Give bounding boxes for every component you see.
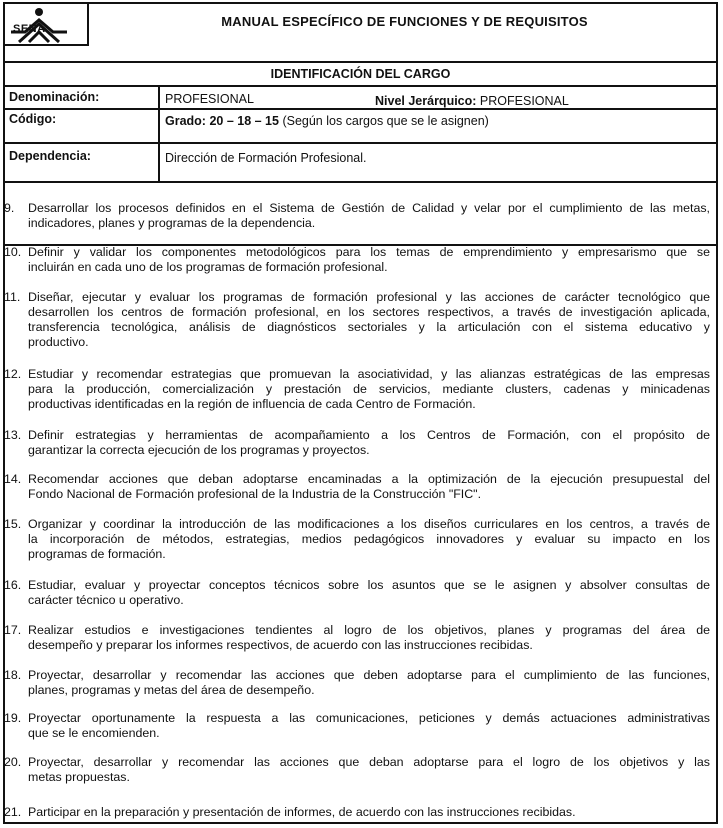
function-first-line [4,201,710,216]
function-first-line [4,668,710,683]
function-number: 9. [4,201,15,215]
function-number: 18. [4,668,22,682]
function-number: 10. [4,245,22,259]
function-text: Proyectar, desarrollar y recomendar las acciones que deban adoptarse para el logro de los objetivos y las [28,755,710,769]
function-text: incluirán en cada uno de los programas de formación profesional. [28,260,388,274]
dependencia-value: Dirección de Formación Profesional. [165,151,367,165]
divider [5,44,89,46]
function-item [4,711,710,741]
divider [5,142,716,144]
codigo-label: Código: [9,112,57,126]
function-number: 16. [4,578,22,592]
function-first-line [4,578,710,593]
function-first-line [4,428,710,443]
function-text: Participar en la preparación y presentación de informes, de acuerdo con las instrucciones recibidas. [28,805,576,819]
function-text: Estudiar y recomendar estrategias que promuevan la asociatividad, y las alianzas estratégicas de las empresas [28,367,710,381]
function-text: Desarrollar los procesos definidos en el Sistema de Gestión de Calidad y velar por el cumplimiento de las metas, [28,201,710,215]
function-item [4,578,710,608]
function-first-line [4,755,710,770]
grado-field [165,114,489,128]
grado-label: Grado: 20 – 18 – 15 [165,114,279,128]
section-subtitle: IDENTIFICACIÓN DEL CARGO [270,67,451,81]
function-text: productivo. [28,335,89,349]
function-text: Realizar estudios e investigaciones tendientes al logro de los objetivos, planes y programas del área de [28,623,710,637]
function-item [4,668,710,698]
function-text: para la producción, comercialización y prestación de servicios, mediante clusters, cadenas y minicadenas [28,382,710,396]
divider [5,108,716,110]
function-text: desempeño y preparar los informes respectivos, de acuerdo con las instrucciones recibidas. [28,638,533,652]
function-text: planes, programas y metas del área de desempeño. [28,683,315,697]
divider [5,85,716,87]
function-text: desarrollen los centros de formación profesional, en los sectores respectivos, a través de investigación aplicada, [28,305,710,319]
function-text: carácter técnico u operativo. [28,593,184,607]
nivel-value: PROFESIONAL [479,94,569,108]
function-number: 20. [4,755,22,769]
divider [158,85,160,183]
function-number: 17. [4,623,22,637]
function-text: Recomendar acciones que deban adoptarse encaminadas a la optimización de la ejecución presupuestal del [28,472,710,486]
function-text: metas propuestas. [28,770,130,784]
function-text: Estudiar, evaluar y proyectar conceptos técnicos sobre los asuntos que se le asignen y absolver consultas de [28,578,710,592]
function-first-line [4,367,710,382]
function-number: 21. [4,805,22,819]
function-text: Fondo Nacional de Formación profesional de la Industria de la Construcción "FIC". [28,487,482,501]
function-item [4,472,710,502]
function-text: Proyectar oportunamente la respuesta a las comunicaciones, peticiones y demás actuaciones administrativas [28,711,710,725]
dependencia-label: Dependencia: [9,149,91,163]
function-text: programas de formación. [28,547,166,561]
function-text: indicadores, planes y programas de la dependencia. [28,216,316,230]
nivel-label: Nivel Jerárquico: [375,94,477,108]
grado-note: (Según los cargos que se le asignen) [282,114,489,128]
function-first-line [4,711,710,726]
nivel-field [375,94,569,108]
function-item [4,623,710,653]
logo-text: SENA [13,23,46,35]
function-number: 11. [4,290,21,304]
function-item [4,428,710,458]
function-number: 13. [4,428,22,442]
divider [3,181,718,183]
function-item [4,245,710,275]
function-text: Definir y validar los componentes metodológicos para los temas de emprendimiento y empresarismo que se [28,245,710,259]
function-text: Diseñar, ejecutar y evaluar los programas de formación profesional y las acciones de carácter tecnológico que [28,290,710,304]
document-title: MANUAL ESPECÍFICO DE FUNCIONES Y DE REQUISITOS [221,14,588,29]
function-first-line [4,472,710,487]
function-text: transferencia tecnológica, análisis de diagnósticos sectoriales y la articulación con el sistema educativo y [28,320,710,334]
denominacion-value: PROFESIONAL [165,92,254,106]
function-item [4,805,710,820]
function-first-line [4,623,710,638]
function-first-line [4,517,710,532]
function-text: Proyectar, desarrollar y recomendar las acciones que deben adoptarse para el cumplimiento de las funciones, [28,668,710,682]
function-first-line [4,290,710,305]
function-item [4,201,710,231]
function-text: Organizar y coordinar la introducción de las modificaciones a los diseños curriculares en los centros, a través de [28,517,710,531]
function-item [4,517,710,562]
function-item [4,367,710,412]
logo-cell [5,4,89,46]
function-number: 12. [4,367,22,381]
divider [5,61,716,63]
function-number: 14. [4,472,22,486]
function-item [4,755,710,785]
function-number: 19. [4,711,22,725]
function-first-line [4,805,710,820]
function-text: productivas identificadas en la región de influencia de cada Centro de Formación. [28,397,476,411]
function-text: Definir estrategias y herramientas de acompañamiento a los Centros de Formación, con el propósito de [28,428,710,442]
function-text: que se le encomienden. [28,726,160,740]
function-text: garantizar la correcta ejecución de los programas y proyectos. [28,443,370,457]
function-first-line [4,245,710,260]
function-text: la incorporación de métodos, estrategias, medios pedagógicos innovadores y evaluar su impacto en los [28,532,710,546]
denominacion-label: Denominación: [9,90,100,104]
function-item [4,290,710,350]
function-number: 15. [4,517,22,531]
